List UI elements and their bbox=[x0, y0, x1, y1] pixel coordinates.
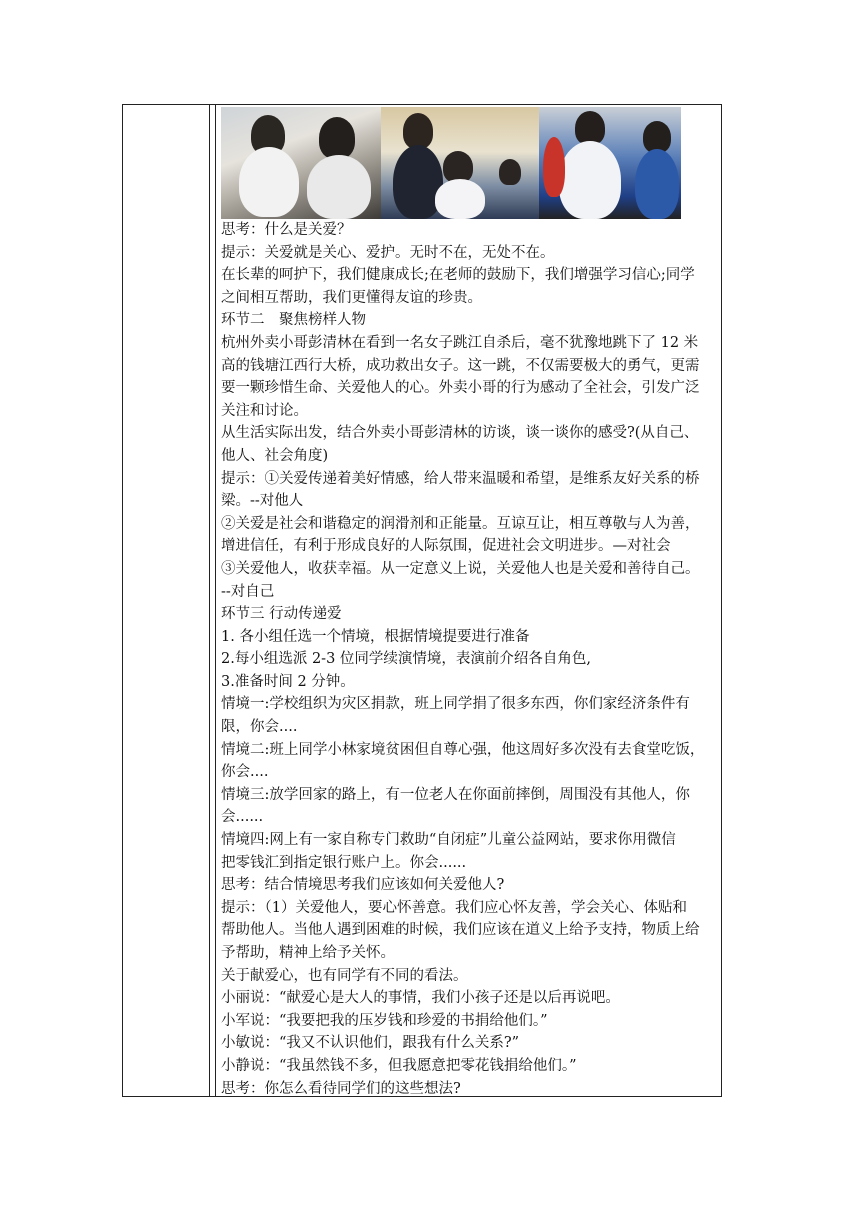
lesson-table bbox=[122, 104, 722, 1097]
text-line: 情境三:放学回家的路上，有一位老人在你面前摔倒，周围没有其他人，你 bbox=[221, 786, 690, 803]
text-line: 把零钱汇到指定银行账户上。你会...... bbox=[221, 854, 467, 871]
text-line: 情境一:学校组织为灾区捐款，班上同学捐了很多东西，你们家经济条件有 bbox=[221, 696, 690, 713]
text-line: 在长辈的呵护下，我们健康成长;在老师的鼓励下，我们增强学习信心;同学 bbox=[221, 267, 695, 284]
text-line: 会...... bbox=[221, 809, 264, 826]
text-line: 帮助他人。当他人遇到困难的时候，我们应该在道义上给予支持，物质上给 bbox=[221, 922, 700, 939]
photo-strip bbox=[221, 107, 717, 219]
text-line: 他人、社会角度) bbox=[221, 447, 329, 464]
text-line: 提示：（1）关爱他人，要心怀善意。我们应心怀友善，学会关心、体贴和 bbox=[221, 899, 687, 916]
text-line: 1. 各小组任选一个情境，根据情境提要进行准备 bbox=[221, 628, 530, 645]
label-column bbox=[123, 105, 210, 1096]
text-line: 小军说：“我要把我的压岁钱和珍爱的书捐给他们。” bbox=[221, 1012, 548, 1029]
text-line: 思考：什么是关爱？ bbox=[221, 222, 352, 238]
text-line: 从生活实际出发，结合外卖小哥彭清林的访谈，谈一谈你的感受?(从自己、 bbox=[221, 425, 699, 442]
text-line: 提示：关爱就是关心、爱护。无时不在，无处不在。 bbox=[221, 244, 555, 261]
content-column bbox=[216, 105, 721, 1096]
text-line: 之间相互帮助，我们更懂得友谊的珍贵。 bbox=[221, 289, 482, 306]
text-line: 小静说：“我虽然钱不多，但我愿意把零花钱捐给他们。” bbox=[221, 1057, 577, 1074]
text-line: 予帮助，精神上给予关怀。 bbox=[221, 945, 395, 961]
text-line: 提示：①关爱传递着美好情感，给人带来温暖和希望，是维系友好关系的桥 bbox=[221, 470, 700, 487]
text-line: --对自己 bbox=[221, 583, 275, 600]
text-line: 环节三 行动传递爱 bbox=[221, 606, 342, 623]
text-line: ②关爱是社会和谐稳定的润滑剂和正能量。互谅互让，相互尊敬与人为善， bbox=[221, 515, 700, 532]
text-line: 限，你会.... bbox=[221, 719, 298, 736]
teacher-classroom-photo bbox=[381, 107, 539, 219]
text-line: 要一颗珍惜生命、关爱他人的心。外卖小哥的行为感动了全社会，引发广泛 bbox=[221, 380, 700, 397]
text-line: 情境二:班上同学小林家境贫困但自尊心强，他这周好多次没有去食堂吃饭， bbox=[221, 741, 705, 758]
text-line: 高的钱塘江西行大桥，成功救出女子。这一跳，不仅需要极大的勇气，更需 bbox=[221, 357, 700, 374]
text-line: 思考：结合情境思考我们应该如何关爱他人? bbox=[221, 877, 505, 894]
students-group-photo bbox=[539, 107, 681, 219]
text-line: ③关爱他人，收获幸福。从一定意义上说，关爱他人也是关爱和善待自己。 bbox=[221, 560, 700, 577]
text-line: 环节二 聚焦榜样人物 bbox=[221, 312, 366, 329]
text-line: 增进信任，有利于形成良好的人际氛围，促进社会文明进步。—对社会 bbox=[221, 538, 671, 555]
text-line: 情境四:网上有一家自称专门救助“自闭症”儿童公益网站，要求你用微信 bbox=[221, 832, 676, 849]
text-line: 你会.... bbox=[221, 764, 269, 781]
text-line: 小丽说：“献爱心是大人的事情，我们小孩子还是以后再说吧。 bbox=[221, 990, 620, 1007]
text-line: 思考：你怎么看待同学们的这些想法? bbox=[221, 1080, 461, 1097]
lesson-text bbox=[221, 219, 717, 1100]
text-line: 杭州外卖小哥彭清林在看到一名女子跳江自杀后，毫不犹豫地跳下了 12 米 bbox=[221, 334, 699, 351]
text-line: 关于献爱心，也有同学有不同的看法。 bbox=[221, 967, 468, 984]
text-line: 梁。--对他人 bbox=[221, 493, 304, 510]
text-line: 关注和讨论。 bbox=[221, 402, 308, 419]
students-studying-photo bbox=[221, 107, 381, 219]
text-line: 3.准备时间 2 分钟。 bbox=[221, 673, 355, 690]
text-line: 小敏说：“我又不认识他们，跟我有什么关系?” bbox=[221, 1035, 520, 1052]
text-line: 2.每小组选派 2-3 位同学续演情境，表演前介绍各自角色, bbox=[221, 651, 592, 668]
